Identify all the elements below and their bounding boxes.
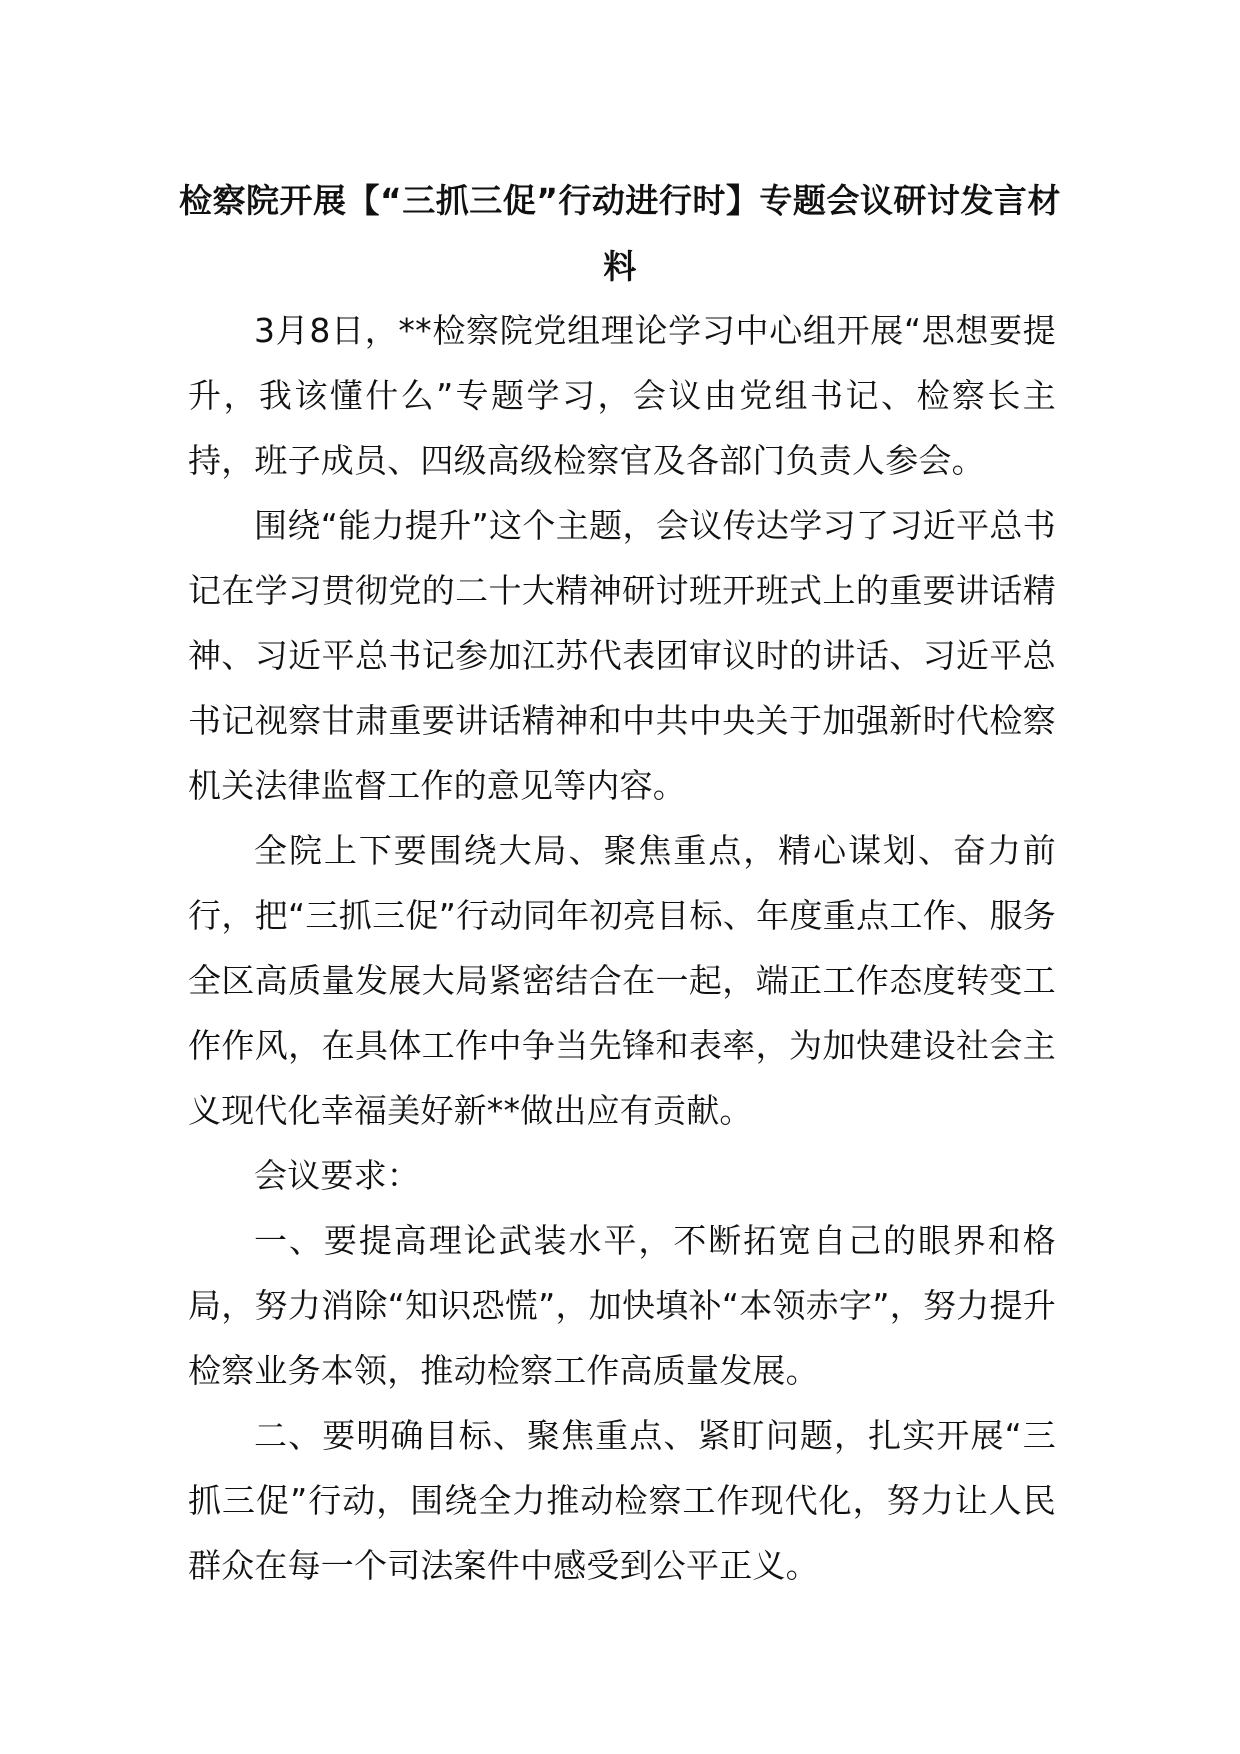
paragraph-overall-requirement: 全院上下要围绕大局、聚焦重点，精心谋划、奋力前行，把“三抓三促”行动同年初亮目标、年度重点工作、服务全区高质量发展大局紧密结合在一起，端正工作态度转变工作作风，在具体工作中争当先锋和表率，为加快建设社会主义现代化幸福美好新**做出应有贡献。 (188, 831, 1056, 1130)
document-title: 检察院开展【“三抓三促”行动进行时】专题会议研讨发言材料 (179, 181, 1061, 286)
paragraph-requirement-two: 二、要明确目标、聚焦重点、紧盯问题，扎实开展“三抓三促”行动，围绕全力推动检察工作现代化，努力让人民群众在每一个司法案件中感受到公平正义。 (188, 1416, 1056, 1585)
paragraph-requirement-one: 一、要提高理论武装水平，不断拓宽自己的眼界和格局，努力消除“知识恐慌”，加快填补“本领赤字”，努力提升检察业务本领，推动检察工作高质量发展。 (188, 1221, 1056, 1390)
document-body (188, 298, 1056, 1598)
paragraph-study-content: 围绕“能力提升”这个主题，会议传达学习了习近平总书记在学习贯彻党的二十大精神研讨班开班式上的重要讲话精神、习近平总书记参加江苏代表团审议时的讲话、习近平总书记视察甘肃重要讲话精神和中共中央关于加强新时代检察机关法律监督工作的意见等内容。 (188, 506, 1056, 805)
paragraph-requirements-heading: 会议要求： (254, 1156, 420, 1195)
paragraph-meeting-intro: 3月8日，**检察院党组理论学习中心组开展“思想要提升，我该懂什么”专题学习，会议由党组书记、检察长主持，班子成员、四级高级检察官及各部门负责人参会。 (188, 311, 1056, 480)
